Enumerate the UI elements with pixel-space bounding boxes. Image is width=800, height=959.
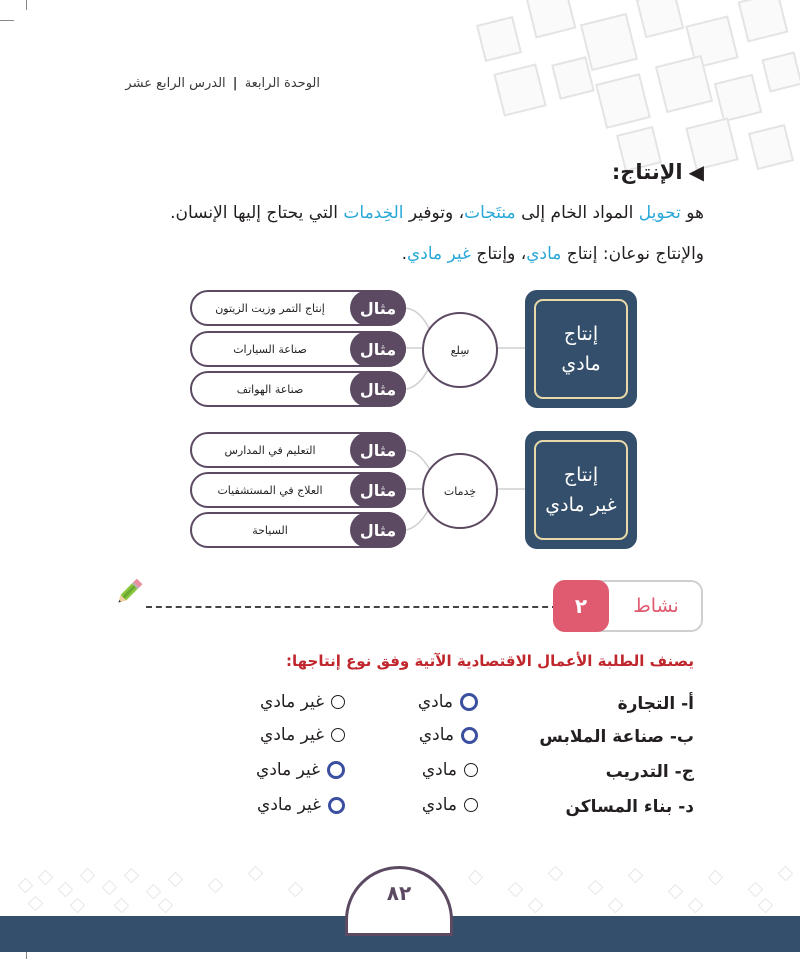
- lesson-title: الدرس الرابع عشر: [125, 76, 226, 91]
- example-pill: [190, 371, 406, 407]
- option-material[interactable]: [422, 760, 478, 780]
- header-separator: |: [232, 76, 238, 91]
- material-production-box: [525, 290, 637, 408]
- option-material[interactable]: [419, 725, 478, 745]
- definition-part: المواد الخام إلى: [515, 203, 639, 223]
- term-products: منتَجات: [464, 203, 516, 223]
- non-material-box-line1: إنتاج: [563, 464, 599, 486]
- radio-button[interactable]: [461, 727, 478, 744]
- heading-marker-icon: ◀: [688, 160, 704, 184]
- activity-number: ٢: [574, 594, 588, 618]
- example-badge: مثال: [350, 472, 406, 508]
- question-label: أ- التجارة: [617, 694, 694, 714]
- question-label: ب- صناعة الملابس: [539, 727, 694, 747]
- example-text: التعليم في المدارس: [224, 443, 316, 457]
- example-text: إنتاج التمر وزيت الزيتون: [215, 301, 325, 315]
- option-non-material[interactable]: [257, 795, 345, 815]
- material-box-line1: إنتاج: [563, 323, 599, 345]
- goods-category-label: سِلع: [450, 343, 470, 357]
- non-material-box-line2: غير مادي: [545, 494, 617, 516]
- activity-number-badge: [553, 580, 609, 632]
- radio-button[interactable]: [464, 798, 478, 812]
- option-label: مادي: [421, 795, 457, 815]
- example-pill: [190, 331, 406, 367]
- unit-title: الوحدة الرابعة: [244, 76, 320, 91]
- example-badge: مثال: [350, 371, 406, 407]
- types-part: ، وإنتاج: [470, 244, 527, 264]
- term-services: الخِدمات: [343, 203, 404, 223]
- term-transform: تحويل: [638, 203, 681, 223]
- goods-category-circle: [422, 312, 498, 388]
- term-material: مادي: [526, 244, 562, 264]
- option-label: مادي: [417, 692, 453, 712]
- material-box-line2: مادي: [561, 353, 601, 375]
- radio-button[interactable]: [460, 693, 478, 711]
- example-text: العلاج في المستشفيات: [217, 483, 323, 497]
- question-label: ج- التدريب: [605, 762, 694, 782]
- radio-button[interactable]: [331, 728, 345, 742]
- option-label: غير مادي: [256, 760, 320, 780]
- activity-label: نشاط: [633, 595, 679, 617]
- definition-part: هو: [680, 203, 704, 223]
- non-material-production-box: [525, 431, 637, 549]
- option-label: غير مادي: [257, 795, 321, 815]
- example-pill: [190, 512, 406, 548]
- example-badge: مثال: [350, 432, 406, 468]
- example-pill: [190, 290, 406, 326]
- section-title: الإنتاج:: [611, 160, 683, 184]
- option-non-material[interactable]: [260, 692, 345, 712]
- services-category-circle: [422, 453, 498, 529]
- pencil-icon: [112, 575, 146, 609]
- radio-button[interactable]: [327, 761, 345, 779]
- types-part: والإنتاج نوعان: إنتاج: [561, 244, 704, 264]
- term-non-material: غير مادي: [406, 244, 471, 264]
- radio-button[interactable]: [328, 797, 345, 814]
- dashed-divider: [146, 606, 558, 608]
- option-material[interactable]: [418, 692, 478, 712]
- option-label: مادي: [421, 760, 457, 780]
- option-non-material[interactable]: [256, 760, 345, 780]
- option-material[interactable]: [422, 795, 478, 815]
- activity-instruction: يصنف الطلبة الأعمال الاقتصادية الآتية وفق نوع إنتاجها:: [285, 652, 694, 670]
- definition-part: ، وتوفير: [403, 203, 465, 223]
- example-badge: مثال: [350, 512, 406, 548]
- example-pill: [190, 472, 406, 508]
- example-badge: مثال: [350, 331, 406, 367]
- definition-part: التي يحتاج إليها الإنسان.: [170, 203, 344, 223]
- types-part: .: [401, 244, 407, 264]
- option-label: غير مادي: [260, 692, 324, 712]
- example-badge: مثال: [350, 290, 406, 326]
- option-label: غير مادي: [260, 725, 324, 745]
- services-category-label: خِدمات: [443, 484, 477, 498]
- example-pill: [190, 432, 406, 468]
- question-label: د- بناء المساكن: [565, 797, 694, 817]
- radio-button[interactable]: [331, 695, 345, 709]
- option-non-material[interactable]: [260, 725, 345, 745]
- example-text: صناعة السيارات: [233, 342, 307, 356]
- example-text: السياحة: [252, 523, 288, 537]
- example-text: صناعة الهواتف: [236, 382, 304, 396]
- radio-button[interactable]: [464, 763, 478, 777]
- option-label: مادي: [418, 725, 454, 745]
- page-number: ٨٢: [386, 881, 412, 905]
- activity-banner: [553, 580, 703, 632]
